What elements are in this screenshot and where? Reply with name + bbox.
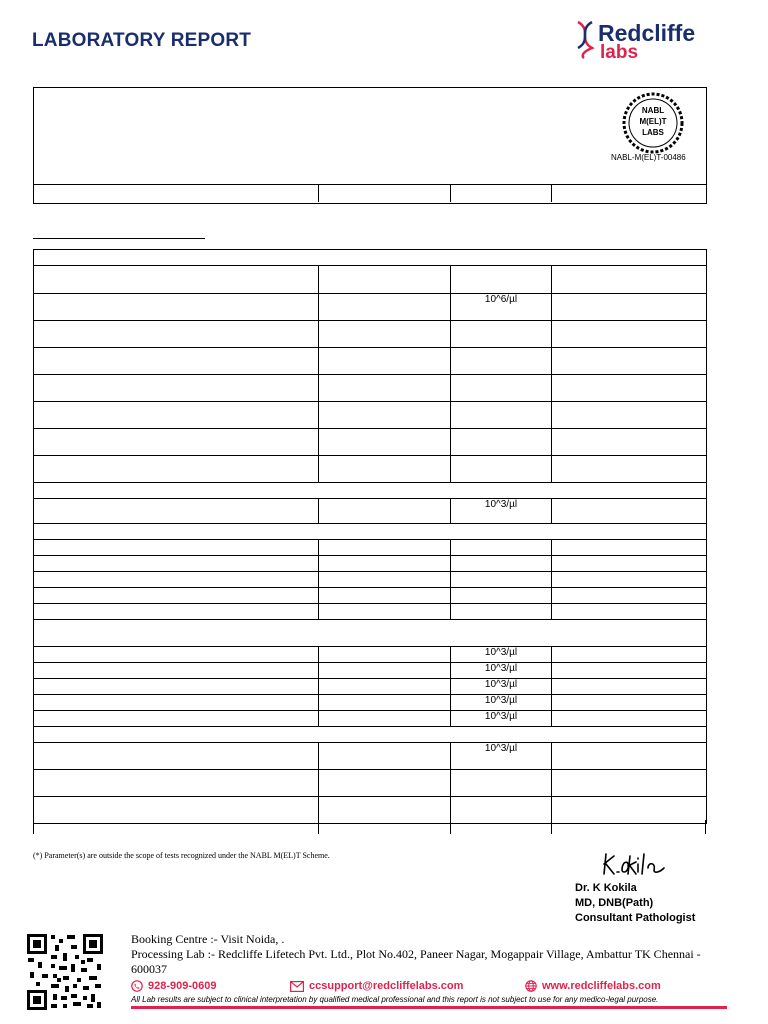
phone-icon: [131, 980, 143, 992]
info-cell-divider: [551, 184, 552, 202]
table-row: [34, 743, 707, 770]
phone-contact[interactable]: [131, 980, 217, 992]
table-continuation-line: [318, 820, 319, 834]
unit-cell: [451, 266, 552, 294]
nabl-scope-note: (*) Parameter(s) are outside the scope of tests recognized under the NABL M(EL)T Scheme.: [33, 851, 330, 860]
email-contact[interactable]: [290, 980, 463, 992]
address-block: [131, 932, 721, 977]
section-row: [34, 727, 707, 743]
doctor-title: Consultant Pathologist: [575, 912, 696, 924]
table-row: [34, 770, 707, 797]
email-icon: [290, 981, 304, 992]
unit-cell: 10^3/µl: [451, 743, 552, 770]
unit-cell: 10^3/µl: [451, 679, 552, 695]
nabl-code: NABL-M(EL)T-00486: [611, 153, 686, 162]
seal-text: LABS: [642, 128, 664, 137]
table-row: [34, 556, 707, 572]
table-row: [34, 540, 707, 556]
table-continuation-line: [551, 820, 552, 834]
table-row: [34, 647, 707, 663]
processing-lab: Processing Lab :- Redcliffe Lifetech Pvt. Ltd., Plot No.402, Paneer Nagar, Mogappair Village, Ambattur TK Chennai - 600037: [131, 947, 701, 976]
doctor-signature: [600, 850, 670, 878]
table-continuation-line: [33, 820, 34, 834]
unit-cell: [451, 321, 552, 348]
unit-cell: [451, 572, 552, 588]
redcliffe-logo: [572, 18, 712, 68]
unit-cell: [451, 604, 552, 620]
unit-cell: [451, 540, 552, 556]
dna-icon: [574, 20, 596, 60]
footer-accent-bar: [131, 1006, 727, 1009]
info-cell-divider: [318, 184, 319, 202]
patient-info-divider: [33, 184, 706, 185]
brand-subname: labs: [600, 42, 639, 63]
table-row: [34, 797, 707, 824]
table-row: [34, 588, 707, 604]
website-url: www.redcliffelabs.com: [542, 980, 661, 992]
unit-cell: 10^3/µl: [451, 695, 552, 711]
info-cell-divider: [450, 184, 451, 202]
unit-cell: [451, 797, 552, 824]
booking-centre: Booking Centre :- Visit Noida, .: [131, 932, 285, 946]
section-row: [34, 524, 707, 540]
doctor-name: Dr. K Kokila: [575, 882, 637, 894]
unit-cell: [451, 375, 552, 402]
unit-cell: 10^3/µl: [451, 499, 552, 524]
unit-cell: 10^3/µl: [451, 647, 552, 663]
patient-info-box: [33, 87, 707, 204]
table-row: [34, 348, 707, 375]
table-row: [34, 572, 707, 588]
table-row: [34, 456, 707, 483]
table-row: [34, 429, 707, 456]
unit-cell: [451, 556, 552, 572]
section-row: [34, 483, 707, 499]
unit-cell: [451, 402, 552, 429]
nabl-seal: [622, 92, 684, 154]
section-heading-underline: [33, 238, 205, 239]
table-continuation-line: [705, 820, 706, 834]
results-table: [33, 249, 707, 824]
table-row: [34, 679, 707, 695]
unit-cell: [451, 429, 552, 456]
table-row: [34, 321, 707, 348]
table-row: [34, 266, 707, 294]
doctor-degree: MD, DNB(Path): [575, 897, 654, 909]
table-row: [34, 402, 707, 429]
table-row: [34, 711, 707, 727]
qr-code[interactable]: [26, 933, 104, 1011]
table-row: [34, 499, 707, 524]
table-row: [34, 663, 707, 679]
doctor-block: [575, 881, 695, 926]
report-title: LABORATORY REPORT: [32, 30, 252, 51]
unit-cell: 10^3/µl: [451, 663, 552, 679]
table-row: [34, 604, 707, 620]
globe-icon: [525, 980, 537, 992]
website-contact[interactable]: [525, 980, 661, 992]
unit-cell: 10^6/µl: [451, 294, 552, 321]
brand-name: Redcliffe: [598, 20, 696, 46]
legal-disclaimer: All Lab results are subject to clinical interpretation by qualified medical professional and this report is not subject to use for any medico-legal purpose.: [131, 995, 659, 1004]
seal-text: NABL: [641, 106, 665, 115]
email-address: ccsupport@redcliffelabs.com: [309, 980, 464, 992]
seal-text: M(EL)T: [639, 117, 667, 126]
table-row: [34, 375, 707, 402]
table-continuation-line: [450, 820, 451, 834]
unit-cell: [451, 456, 552, 483]
unit-cell: [451, 588, 552, 604]
table-row: [34, 695, 707, 711]
unit-cell: [451, 348, 552, 375]
section-row: [34, 620, 707, 647]
section-row: [34, 250, 707, 266]
unit-cell: 10^3/µl: [451, 711, 552, 727]
phone-number: 928-909-0609: [148, 980, 217, 992]
table-row: [34, 294, 707, 321]
unit-cell: [451, 770, 552, 797]
